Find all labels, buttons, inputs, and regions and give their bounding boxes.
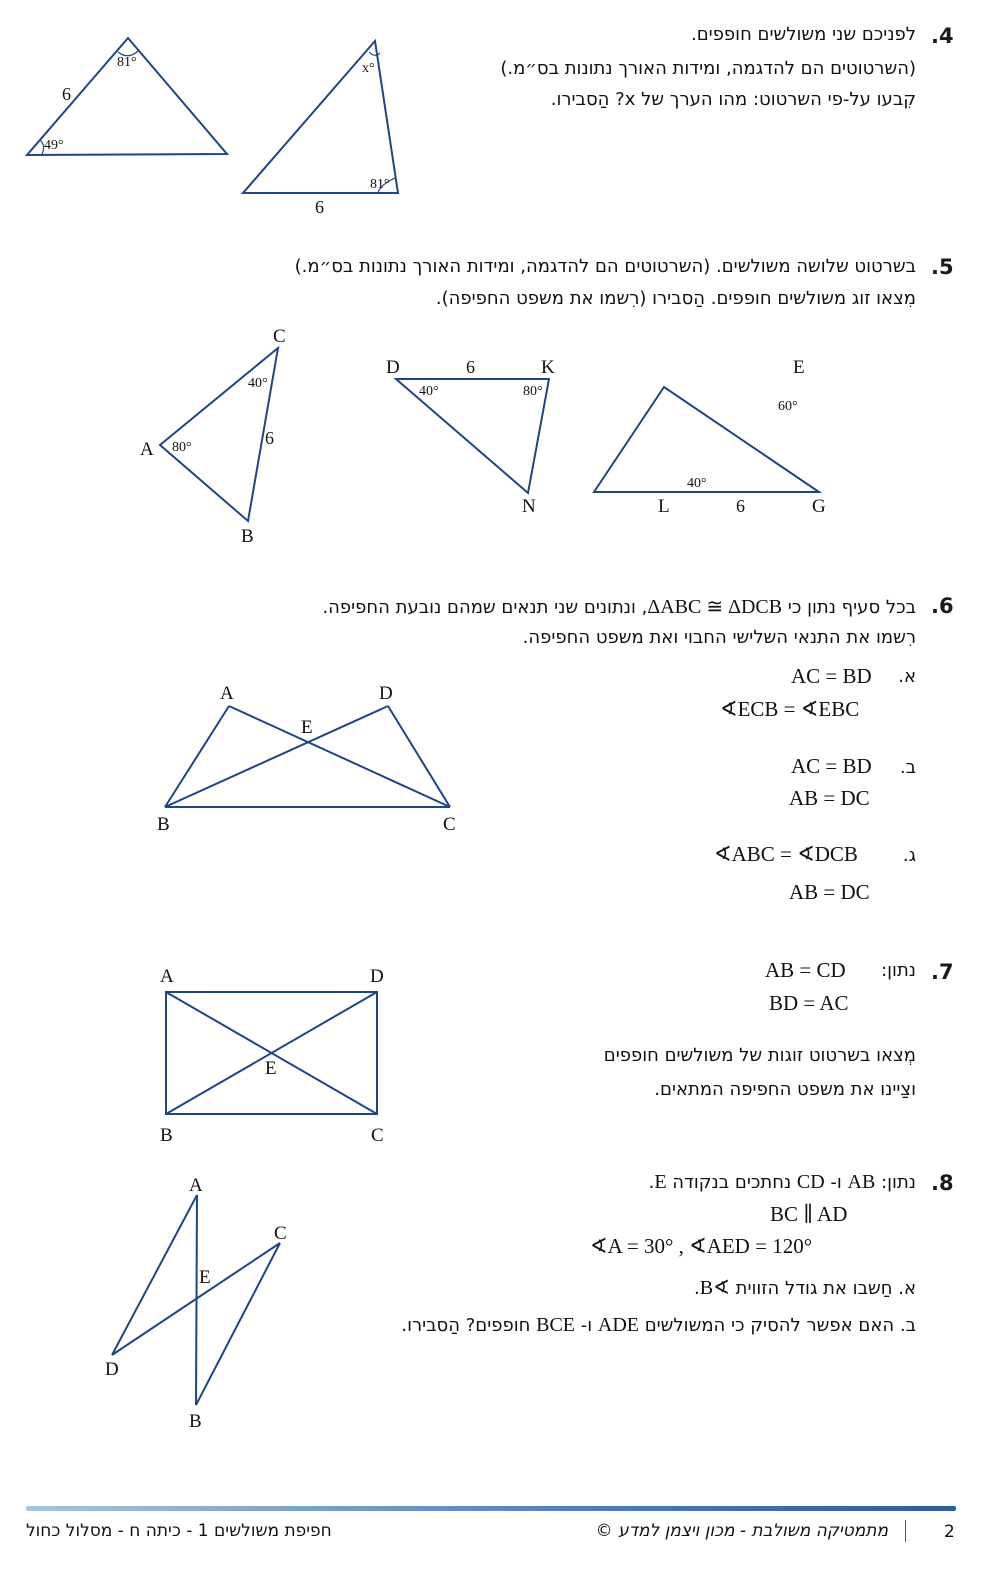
- q5-abc-b: B: [241, 526, 254, 547]
- q8-letter-a: א.: [898, 1278, 916, 1299]
- q8-given-cd: CD: [796, 1171, 825, 1193]
- q8-given-e: E: [654, 1171, 667, 1193]
- q5-dkn-side: 6: [466, 357, 475, 377]
- q6-b-cond2: AB = DC: [789, 786, 870, 810]
- q5-abc-angle-c: 40°: [248, 376, 268, 391]
- q5-figure: [120, 320, 840, 550]
- q5-abc-side: 6: [265, 428, 274, 448]
- q6-letter-c: ג.: [902, 845, 916, 866]
- q8-b-and: ו-: [575, 1315, 598, 1336]
- q6-b-cond1: AC = BD: [791, 754, 872, 778]
- q7-label-a: A: [160, 966, 174, 987]
- q8-b-post: חופפים? הַסבירו.: [401, 1315, 537, 1336]
- q6-line1-pre: בכל סעיף נתון כי: [782, 597, 916, 618]
- q6-line2: רִשמו את התנאי השלישי החבוי ואת משפט החפיפה.: [522, 627, 916, 648]
- q7-given-label: נתון:: [881, 960, 916, 981]
- q5-number: .5: [931, 255, 954, 279]
- q8-b-ade: ADE: [597, 1314, 639, 1336]
- footer-left: חפיפת משולשים 1 - כיתה ח - מסלול כחול: [26, 1521, 332, 1541]
- q7-line1: מְצאו בשרטוט זוגות של משולשים חופפים: [603, 1045, 916, 1066]
- q8-label-a: A: [189, 1175, 203, 1196]
- q6-line1-post: , ונתונים שני תנאים שמהם נובעת החפיפה.: [322, 597, 648, 618]
- q8-b-pre: האם אפשר להסיק כי המשולשים: [638, 1315, 895, 1336]
- q4-t2-side: 6: [315, 197, 324, 217]
- q6-label-b: B: [157, 814, 170, 835]
- q4-t1-angle-top: 81°: [117, 55, 137, 70]
- footer-bar: [26, 1506, 956, 1511]
- q8-given-and: ו-: [824, 1172, 848, 1193]
- q8-figure: [95, 1165, 315, 1435]
- q6-c-cond1: ∢ABC = ∢DCB: [714, 842, 858, 866]
- q6-figure: [130, 670, 490, 840]
- q4-line1: לפניכם שני משולשים חופפים.: [691, 24, 916, 45]
- q5-dkn-angle-k: 80°: [523, 384, 543, 399]
- q6-c-cond2: AB = DC: [789, 880, 870, 904]
- q8-given-parallel: BC ∥ AD: [770, 1202, 848, 1226]
- q6-line1: [322, 594, 916, 619]
- q7-given-2: BD = AC: [769, 991, 849, 1015]
- q5-abc-a: A: [140, 439, 154, 460]
- q5-elg-e: E: [793, 357, 805, 378]
- q4-line2: (השרטוטים הם להדגמה, ומידות האורך נתונות בס״מ.): [500, 58, 916, 79]
- q4-line3: קִבעו על-פי השרטוט: מהו הערך של x? הַסבירו.: [550, 89, 916, 110]
- q8-given-period: .: [648, 1172, 655, 1193]
- q5-elg-l: L: [658, 496, 670, 517]
- q8-label-e: E: [199, 1267, 211, 1288]
- q6-label-d: D: [379, 683, 393, 704]
- q8-part-a: [694, 1275, 916, 1300]
- q4-t1-side: 6: [62, 84, 71, 104]
- q5-line2: מִצאו זוג משולשים חופפים. הַסבירו (רִשמו את משפט החפיפה).: [435, 288, 916, 309]
- q8-given-angles: ∢A = 30° , ∢AED = 120°: [590, 1234, 813, 1258]
- q5-dkn-k: K: [541, 357, 555, 378]
- q8-given-ab: AB: [847, 1171, 876, 1193]
- q6-number: .6: [931, 594, 954, 618]
- q6-letter-a: א.: [898, 666, 916, 687]
- q6-label-c: C: [443, 814, 456, 835]
- q7-label-e: E: [265, 1058, 277, 1079]
- q8-a-period: .: [694, 1278, 700, 1299]
- q5-abc-angle-a: 80°: [172, 440, 192, 455]
- q6-a-cond1: AC = BD: [791, 664, 872, 688]
- q5-dkn-angle-d: 40°: [419, 384, 439, 399]
- q7-label-c: C: [371, 1125, 384, 1146]
- q6-letter-b: ב.: [899, 757, 916, 778]
- footer-center: מתמטיקה משולבת - מכון ויצמן למדע ©: [595, 1521, 888, 1541]
- q7-given-1: AB = CD: [765, 958, 846, 982]
- q5-elg-angle-e: 60°: [778, 399, 798, 414]
- q5-elg-angle-l: 40°: [687, 476, 707, 491]
- q7-line2: וצַיינו את משפט החפיפה המתאים.: [654, 1079, 916, 1100]
- q4-triangle-2: [243, 41, 398, 193]
- q8-b-bce: BCE: [536, 1314, 576, 1336]
- q4-t2-angle-top: x°: [362, 61, 375, 76]
- q8-a-angle-b: ∢B: [699, 1277, 730, 1299]
- q8-part-b: [401, 1314, 916, 1337]
- q6-label-e: E: [301, 717, 313, 738]
- q4-t1-angle-left: 49°: [44, 138, 64, 153]
- q5-line1: בשרטוט שלושה משולשים. (השרטוטים הם להדגמה, ומידות האורך נתונות בס״מ.): [294, 256, 916, 277]
- footer-divider: [905, 1520, 906, 1542]
- q5-dkn-d: D: [386, 357, 400, 378]
- q4-figure: [0, 0, 420, 230]
- q7-number: .7: [931, 960, 954, 984]
- q8-label-d: D: [105, 1359, 119, 1380]
- q7-label-d: D: [370, 966, 384, 987]
- q8-a-text: חַשבו את גודל הזווית: [729, 1278, 893, 1299]
- q6-a-cond2: ∢ECB = ∢EBC: [720, 697, 860, 721]
- q5-elg-side: 6: [736, 496, 745, 516]
- q8-given-line1: [649, 1171, 916, 1194]
- q7-figure: [140, 960, 400, 1150]
- q7-label-b: B: [160, 1125, 173, 1146]
- q8-label-c: C: [274, 1223, 287, 1244]
- q5-dkn-n: N: [522, 496, 536, 517]
- q8-label-b: B: [189, 1411, 202, 1432]
- q8-letter-b: ב.: [899, 1315, 916, 1336]
- footer-page-number: 2: [944, 1522, 955, 1542]
- q8-given-label: נתון:: [881, 1172, 916, 1193]
- q8-number: .8: [931, 1171, 954, 1195]
- q4-number: .4: [931, 24, 954, 48]
- q5-elg-g: G: [812, 496, 826, 517]
- q5-abc-c: C: [273, 326, 286, 347]
- q6-congruence: ΔABC ≅ ΔDCB: [647, 596, 783, 618]
- q6-label-a: A: [220, 683, 234, 704]
- q8-given-intersect: נחתכים בנקודה: [666, 1172, 797, 1193]
- q5-triangle-abc: [160, 348, 278, 521]
- q4-t2-angle-bottom: 81°: [370, 177, 390, 192]
